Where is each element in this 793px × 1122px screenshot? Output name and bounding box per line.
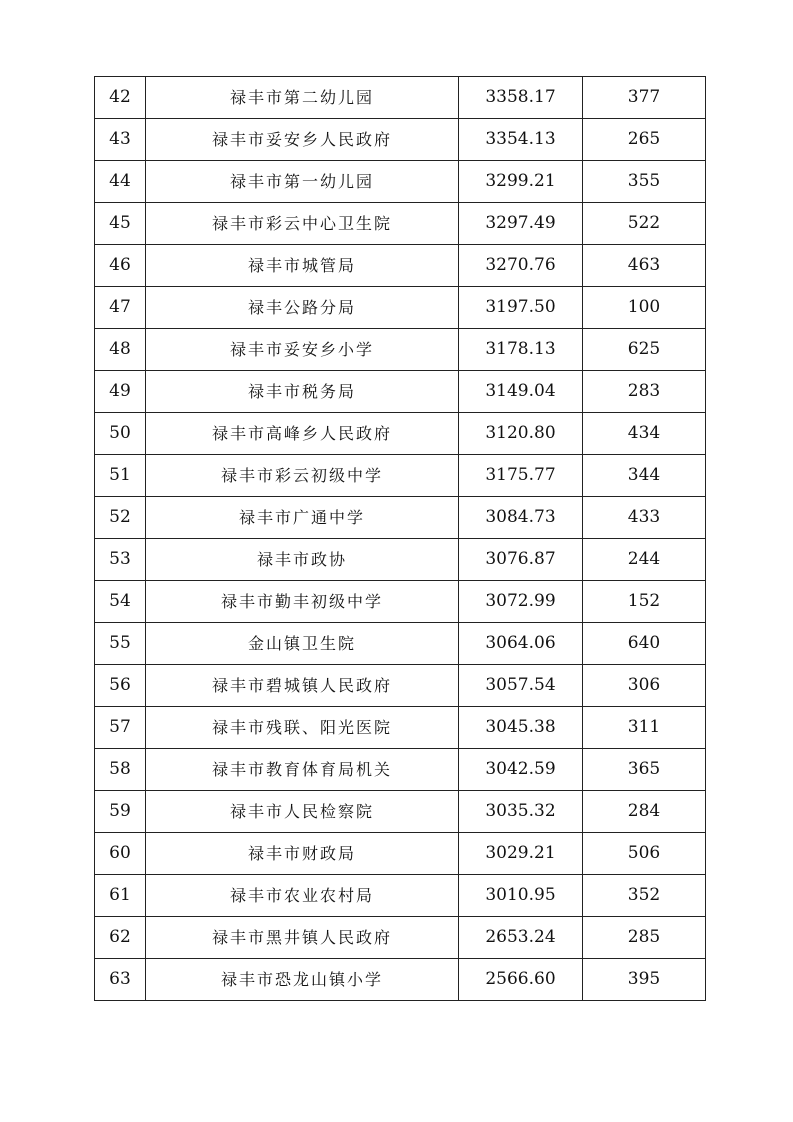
organization-name-cell: 禄丰市妥安乡小学 bbox=[146, 329, 459, 371]
amount-cell: 3297.49 bbox=[459, 203, 583, 245]
count-cell: 265 bbox=[583, 119, 706, 161]
table-row bbox=[95, 707, 706, 749]
organization-name-cell: 禄丰市农业农村局 bbox=[146, 875, 459, 917]
count-cell: 100 bbox=[583, 287, 706, 329]
organization-name-cell: 禄丰市碧城镇人民政府 bbox=[146, 665, 459, 707]
count-cell: 285 bbox=[583, 917, 706, 959]
organization-name-cell: 禄丰市勤丰初级中学 bbox=[146, 581, 459, 623]
row-number-cell: 46 bbox=[95, 245, 146, 287]
row-number-cell: 60 bbox=[95, 833, 146, 875]
row-number-cell: 43 bbox=[95, 119, 146, 161]
table-row bbox=[95, 413, 706, 455]
row-number-cell: 52 bbox=[95, 497, 146, 539]
organization-name-cell: 禄丰市黑井镇人民政府 bbox=[146, 917, 459, 959]
row-number-cell: 63 bbox=[95, 959, 146, 1001]
amount-cell: 3358.17 bbox=[459, 77, 583, 119]
table-row bbox=[95, 749, 706, 791]
count-cell: 365 bbox=[583, 749, 706, 791]
table-body bbox=[95, 77, 706, 1001]
organization-name-cell: 禄丰市政协 bbox=[146, 539, 459, 581]
organization-name-cell: 禄丰市第二幼儿园 bbox=[146, 77, 459, 119]
organization-name-cell: 禄丰市彩云中心卫生院 bbox=[146, 203, 459, 245]
table-row bbox=[95, 203, 706, 245]
count-cell: 433 bbox=[583, 497, 706, 539]
table-row bbox=[95, 623, 706, 665]
row-number-cell: 59 bbox=[95, 791, 146, 833]
count-cell: 355 bbox=[583, 161, 706, 203]
count-cell: 284 bbox=[583, 791, 706, 833]
row-number-cell: 50 bbox=[95, 413, 146, 455]
amount-cell: 3178.13 bbox=[459, 329, 583, 371]
table-row bbox=[95, 287, 706, 329]
amount-cell: 3197.50 bbox=[459, 287, 583, 329]
table-row bbox=[95, 875, 706, 917]
organization-name-cell: 禄丰市彩云初级中学 bbox=[146, 455, 459, 497]
organization-name-cell: 禄丰市财政局 bbox=[146, 833, 459, 875]
amount-cell: 3057.54 bbox=[459, 665, 583, 707]
amount-cell: 2653.24 bbox=[459, 917, 583, 959]
amount-cell: 2566.60 bbox=[459, 959, 583, 1001]
table-row bbox=[95, 329, 706, 371]
table-row bbox=[95, 371, 706, 413]
count-cell: 244 bbox=[583, 539, 706, 581]
organization-name-cell: 金山镇卫生院 bbox=[146, 623, 459, 665]
organization-name-cell: 禄丰公路分局 bbox=[146, 287, 459, 329]
table-row bbox=[95, 791, 706, 833]
table-row bbox=[95, 665, 706, 707]
table-row bbox=[95, 497, 706, 539]
table-row bbox=[95, 581, 706, 623]
row-number-cell: 61 bbox=[95, 875, 146, 917]
count-cell: 522 bbox=[583, 203, 706, 245]
count-cell: 283 bbox=[583, 371, 706, 413]
table-row bbox=[95, 77, 706, 119]
row-number-cell: 62 bbox=[95, 917, 146, 959]
organization-name-cell: 禄丰市残联、阳光医院 bbox=[146, 707, 459, 749]
organization-name-cell: 禄丰市广通中学 bbox=[146, 497, 459, 539]
organization-name-cell: 禄丰市妥安乡人民政府 bbox=[146, 119, 459, 161]
row-number-cell: 48 bbox=[95, 329, 146, 371]
count-cell: 306 bbox=[583, 665, 706, 707]
row-number-cell: 56 bbox=[95, 665, 146, 707]
organization-name-cell: 禄丰市人民检察院 bbox=[146, 791, 459, 833]
table-row bbox=[95, 917, 706, 959]
organization-name-cell: 禄丰市恐龙山镇小学 bbox=[146, 959, 459, 1001]
organization-name-cell: 禄丰市税务局 bbox=[146, 371, 459, 413]
row-number-cell: 53 bbox=[95, 539, 146, 581]
count-cell: 625 bbox=[583, 329, 706, 371]
count-cell: 344 bbox=[583, 455, 706, 497]
table-row bbox=[95, 245, 706, 287]
amount-cell: 3120.80 bbox=[459, 413, 583, 455]
count-cell: 463 bbox=[583, 245, 706, 287]
row-number-cell: 55 bbox=[95, 623, 146, 665]
row-number-cell: 47 bbox=[95, 287, 146, 329]
amount-cell: 3045.38 bbox=[459, 707, 583, 749]
table-row bbox=[95, 833, 706, 875]
amount-cell: 3035.32 bbox=[459, 791, 583, 833]
count-cell: 377 bbox=[583, 77, 706, 119]
table-row bbox=[95, 455, 706, 497]
amount-cell: 3270.76 bbox=[459, 245, 583, 287]
count-cell: 311 bbox=[583, 707, 706, 749]
table-row bbox=[95, 161, 706, 203]
table-row bbox=[95, 959, 706, 1001]
row-number-cell: 45 bbox=[95, 203, 146, 245]
organization-name-cell: 禄丰市第一幼儿园 bbox=[146, 161, 459, 203]
data-table bbox=[94, 76, 706, 1001]
row-number-cell: 44 bbox=[95, 161, 146, 203]
organization-name-cell: 禄丰市教育体育局机关 bbox=[146, 749, 459, 791]
amount-cell: 3042.59 bbox=[459, 749, 583, 791]
amount-cell: 3072.99 bbox=[459, 581, 583, 623]
table-row bbox=[95, 539, 706, 581]
count-cell: 640 bbox=[583, 623, 706, 665]
count-cell: 395 bbox=[583, 959, 706, 1001]
row-number-cell: 57 bbox=[95, 707, 146, 749]
amount-cell: 3029.21 bbox=[459, 833, 583, 875]
amount-cell: 3175.77 bbox=[459, 455, 583, 497]
count-cell: 506 bbox=[583, 833, 706, 875]
row-number-cell: 54 bbox=[95, 581, 146, 623]
amount-cell: 3010.95 bbox=[459, 875, 583, 917]
organization-name-cell: 禄丰市城管局 bbox=[146, 245, 459, 287]
row-number-cell: 49 bbox=[95, 371, 146, 413]
amount-cell: 3076.87 bbox=[459, 539, 583, 581]
row-number-cell: 51 bbox=[95, 455, 146, 497]
row-number-cell: 58 bbox=[95, 749, 146, 791]
table-row bbox=[95, 119, 706, 161]
count-cell: 152 bbox=[583, 581, 706, 623]
amount-cell: 3064.06 bbox=[459, 623, 583, 665]
count-cell: 352 bbox=[583, 875, 706, 917]
amount-cell: 3084.73 bbox=[459, 497, 583, 539]
amount-cell: 3149.04 bbox=[459, 371, 583, 413]
amount-cell: 3354.13 bbox=[459, 119, 583, 161]
amount-cell: 3299.21 bbox=[459, 161, 583, 203]
count-cell: 434 bbox=[583, 413, 706, 455]
organization-name-cell: 禄丰市高峰乡人民政府 bbox=[146, 413, 459, 455]
row-number-cell: 42 bbox=[95, 77, 146, 119]
